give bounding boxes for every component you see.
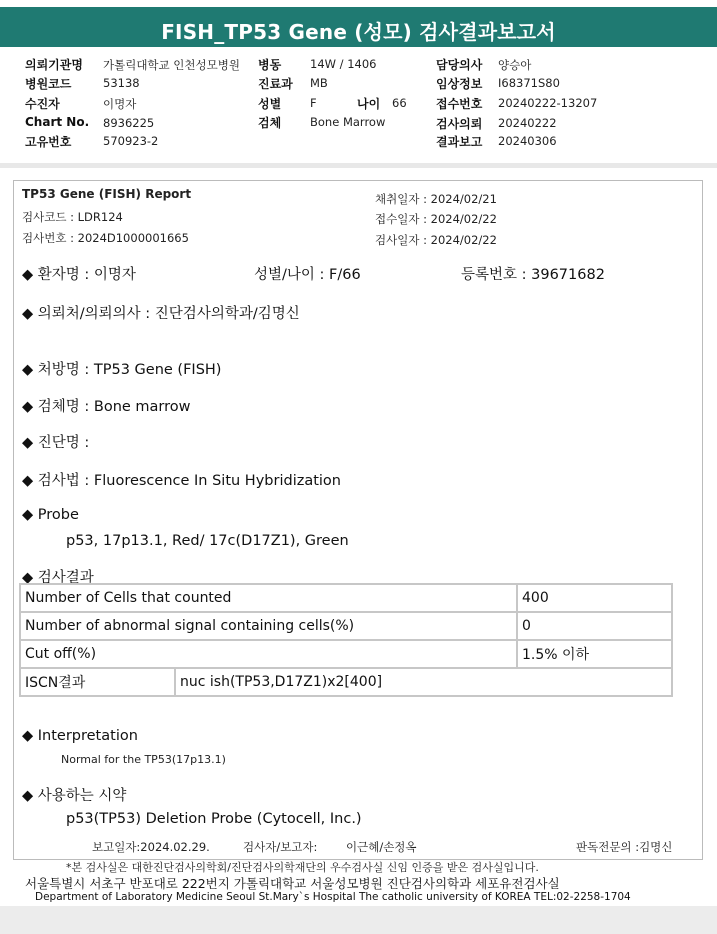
value-department: MB xyxy=(310,76,328,90)
result-value: 400 xyxy=(517,584,672,612)
value-receipt-no: 20240222-13207 xyxy=(498,96,598,110)
value-sex: F xyxy=(310,96,317,110)
label-unique-no: 고유번호 xyxy=(25,135,72,149)
results-table xyxy=(19,583,673,697)
receipt-date: 접수일자 : 2024/02/22 xyxy=(375,212,497,226)
footer-examiner-names: 이근혜/손정옥 xyxy=(346,840,417,854)
diagnosis: ◆ 진단명 : xyxy=(22,435,90,451)
label-hospital-code: 병원코드 xyxy=(25,77,72,91)
divider xyxy=(0,163,717,168)
result-label: Number of Cells that counted xyxy=(20,584,517,612)
result-label: Cut off(%) xyxy=(20,640,517,668)
iscn-label: ISCN결과 xyxy=(20,668,175,696)
result-value: 0 xyxy=(517,612,672,640)
value-doctor: 양승아 xyxy=(498,58,532,72)
patient-reg-no: 등록번호 : 39671682 xyxy=(461,267,605,283)
label-patient: 수진자 xyxy=(25,97,60,111)
label-institution: 의뢰기관명 xyxy=(25,58,83,72)
value-chart-no: 8936225 xyxy=(103,116,155,130)
reagent-text: p53(TP53) Deletion Probe (Cytocell, Inc.) xyxy=(66,811,362,827)
prescription: ◆ 처방명 : TP53 Gene (FISH) xyxy=(22,362,222,378)
table-row xyxy=(20,584,672,612)
value-patient: 이명자 xyxy=(103,97,137,111)
label-receipt-no: 접수번호 xyxy=(436,97,483,111)
patient-sex-age: 성별/나이 : F/66 xyxy=(254,267,361,283)
report-name: TP53 Gene (FISH) Report xyxy=(22,187,192,201)
label-sex: 성별 xyxy=(258,97,282,111)
table-row xyxy=(20,668,672,696)
value-institution: 가톨릭대학교 인천성모병원 xyxy=(103,58,240,72)
patient-name: ◆ 환자명 : 이명자 xyxy=(22,267,136,283)
iscn-value: nuc ish(TP53,D17Z1)x2[400] xyxy=(175,668,672,696)
label-doctor: 담당의사 xyxy=(436,58,483,72)
interpretation-text: Normal for the TP53(17p13.1) xyxy=(61,753,226,766)
value-clinical-info: I68371S80 xyxy=(498,76,560,90)
reagent-title: ◆ 사용하는 시약 xyxy=(22,788,127,804)
label-request-date: 검사의뢰 xyxy=(436,117,483,131)
value-ward: 14W / 1406 xyxy=(310,57,377,71)
footer-department: Department of Laboratory Medicine Seoul St.Mary`s Hospital The catholic university of KOREA TEL:02-2258-1704 xyxy=(35,891,631,903)
label-chart-no: Chart No. xyxy=(25,115,90,129)
label-department: 진료과 xyxy=(258,77,293,91)
footer-certification: *본 검사실은 대한진단검사의학회/진단검사의학재단의 우수검사실 신임 인증을 받은 검사실입니다. xyxy=(66,861,539,874)
value-age: 66 xyxy=(392,96,407,110)
report-number: 검사번호 : 2024D1000001665 xyxy=(22,231,189,245)
report-title-bar xyxy=(0,7,717,47)
table-row xyxy=(20,640,672,668)
label-age: 나이 xyxy=(357,97,381,111)
table-row xyxy=(20,612,672,640)
value-specimen: Bone Marrow xyxy=(310,115,386,129)
value-request-date: 20240222 xyxy=(498,116,557,130)
interpretation-title: ◆ Interpretation xyxy=(22,728,138,744)
value-report-date: 20240306 xyxy=(498,134,557,148)
report-code: 검사코드 : LDR124 xyxy=(22,210,123,224)
label-ward: 병동 xyxy=(258,58,282,72)
test-method: ◆ 검사법 : Fluorescence In Situ Hybridization xyxy=(22,473,341,489)
footer-address: 서울특별시 서초구 반포대로 222번지 가톨릭대학교 서울성모병원 진단검사의학과 세포유전검사실 xyxy=(25,876,560,891)
report-title: FISH_TP53 Gene (성모) 검사결과보고서 xyxy=(161,20,556,44)
label-report-date: 결과보고 xyxy=(436,135,483,149)
footer-specialist: 판독전문의 :김명신 xyxy=(576,840,673,854)
label-clinical-info: 임상정보 xyxy=(436,77,483,91)
result-title: ◆ 검사결과 xyxy=(22,570,94,586)
result-value: 1.5% 이하 xyxy=(517,640,672,668)
footer-report-date: 보고일자:2024.02.29. xyxy=(92,840,210,854)
specimen-name: ◆ 검체명 : Bone marrow xyxy=(22,399,191,415)
label-specimen: 검체 xyxy=(258,116,282,130)
collect-date: 채취일자 : 2024/02/21 xyxy=(375,192,497,206)
referrer: ◆ 의뢰처/의뢰의사 : 진단검사의학과/김명신 xyxy=(22,306,300,322)
probe-text: p53, 17p13.1, Red/ 17c(D17Z1), Green xyxy=(66,533,349,549)
probe-title: ◆ Probe xyxy=(22,507,79,523)
value-hospital-code: 53138 xyxy=(103,76,140,90)
result-label: Number of abnormal signal containing cells(%) xyxy=(20,612,517,640)
exam-date: 검사일자 : 2024/02/22 xyxy=(375,233,497,247)
footer-examiner-label: 검사자/보고자: xyxy=(243,840,318,854)
value-unique-no: 570923-2 xyxy=(103,134,159,148)
bottom-bar xyxy=(0,906,717,934)
